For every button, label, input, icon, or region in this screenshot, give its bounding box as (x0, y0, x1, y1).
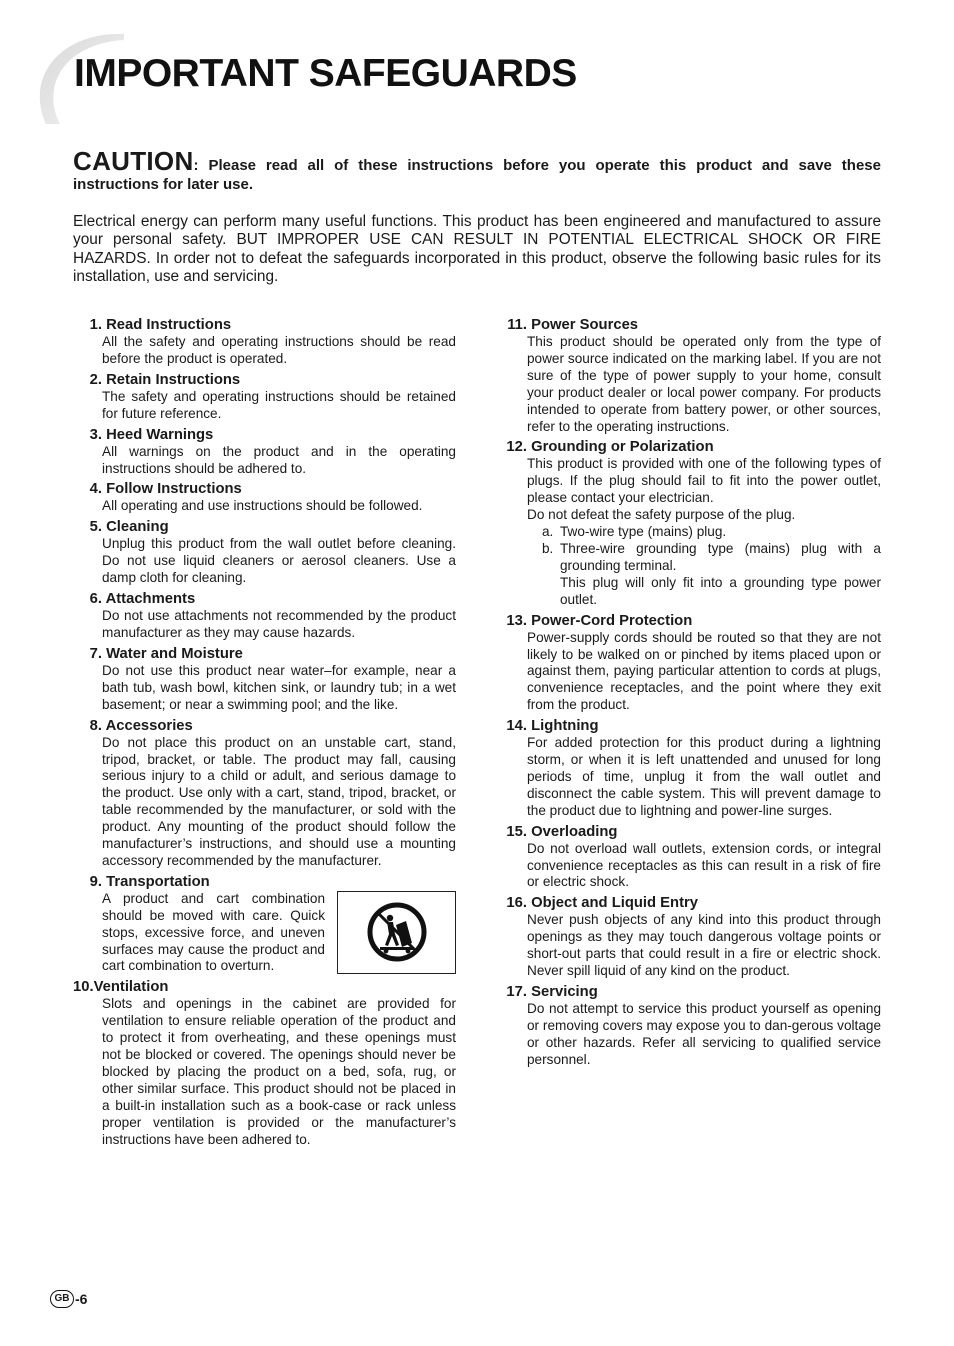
safeguard-item-ventilation (73, 978, 456, 1148)
item-heading: 12. Grounding or Polarization (506, 439, 714, 456)
safeguard-item (499, 612, 881, 715)
safeguard-item (73, 645, 456, 714)
safeguard-item (73, 480, 456, 515)
item-heading: 10.Ventilation (73, 979, 169, 996)
cart-tip-over-warning-icon (337, 891, 456, 974)
page-number: -6 (75, 1291, 88, 1307)
gb-region-badge: GB (50, 1290, 74, 1308)
item-body: All warnings on the product and in the operating instructions should be adhered to. (102, 443, 456, 476)
item-heading: 6. Attachments (89, 591, 196, 608)
item-body: All operating and use instructions should be followed. (102, 498, 423, 514)
item-heading: 3. Heed Warnings (89, 426, 214, 443)
item-body: Do not use this product near water–for example, near a bath tub, wash bowl, kitchen sink, or laundry tub; in a wet basement; or near a swimming pool; and the like. (102, 662, 456, 712)
item-body: Slots and openings in the cabinet are provided for ventilation to ensure reliable operation of the product and to protect it from overheating, and these openings must not be blocked or covered. The openings should never be blocked by placing the product on a bed, sofa, rug, or other similar surface. This product should not be placed in a built-in installation such as a book-case or rack unless proper ventilation is provided or the manufacturer’s instructions have been adhered to. (102, 996, 456, 1147)
plug-type-list (527, 524, 881, 575)
item-heading: 13. Power-Cord Protection (506, 612, 693, 629)
safeguard-item-transportation (73, 873, 456, 976)
safeguard-item-grounding (499, 438, 881, 608)
item-heading: 1. Read Instructions (89, 317, 232, 333)
item-heading: 2. Retain Instructions (89, 371, 241, 388)
item-heading: 17. Servicing (506, 984, 598, 1000)
list-item: a. Two-wire type (mains) plug. (542, 524, 727, 540)
safeguard-item (499, 717, 881, 820)
safeguard-item (499, 983, 881, 1069)
item-heading: 14. Lightning (506, 718, 599, 735)
item-body: This product should be operated only from the type of power source indicated on the marking label. If you are not sure of the type of power supply to your home, consult your product dealer or local power company. For products intended to operate from battery power, or other sources, refer to the operating instructions. (527, 334, 881, 434)
item-heading: 9. Transportation (89, 873, 210, 890)
intro-paragraph: Electrical energy can perform many useful functions. This product has been engineered and manufactured to assure your personal safety. BUT IMPROPER USE CAN RESULT IN POTENTIAL ELECTRICAL SHOCK OR FIRE HAZARDS. In order not to defeat the safeguards incorporated in this product, observe the following basic rules for its installation, use and servicing. (73, 213, 881, 285)
safeguard-item (73, 518, 456, 587)
grounding-text: This product is provided with one of the following types of plugs. If the plug should fail to fit into the power outlet, please contact your electrician. (527, 456, 881, 506)
plug-note: This plug will only fit into a grounding type power outlet. (560, 574, 881, 607)
item-heading: 11. Power Sources (507, 317, 639, 333)
item-body: Do not overload wall outlets, extension cords, or integral convenience receptacles as this can result in a risk of fire or electric shock. (527, 840, 881, 890)
cart-tip-over-icon (366, 901, 428, 963)
item-body: For added protection for this product during a lightning storm, or when it is left unattended and unused for long periods of time, unplug it from the wall outlet and disconnect the cable system. This will prevent damage to the product due to lightning and power-line surges. (527, 735, 881, 818)
item-body: The safety and operating instructions should be retained for future reference. (102, 388, 456, 421)
safeguard-item-power-sources (499, 316, 881, 435)
item-body: Unplug this product from the wall outlet before cleaning. Do not use liquid cleaners or aerosol cleaners. Use a damp cloth for cleaning. (102, 536, 456, 586)
item-body: Do not attempt to service this product yourself as opening or removing covers may expose you to dan-gerous voltage or other hazards. Refer all servicing to qualified service personnel. (527, 1001, 881, 1067)
item-body: Do not place this product on an unstable cart, stand, tripod, bracket, or table. The product may fall, causing serious injury to a child or adult, and serious damage to the product. Use only with a cart, stand, tripod, bracket, or table recommended by the manufacturer, or sold with the product. Any mounting of the product should follow the manufacturer’s instructions, and should use a mounting accessory recommended by the manufacturer. (102, 734, 456, 868)
item-body: Do not use attachments not recommended by the product manufacturer as they may cause hazards. (102, 608, 456, 640)
item-heading: 7. Water and Moisture (89, 645, 243, 662)
right-column (499, 316, 881, 1072)
item-heading: 16. Object and Liquid Entry (506, 895, 699, 912)
transport-text: A product and cart combination should be moved with care. Quick stops, excessive force, and uneven surfaces may cause the product and cart combination to overturn. (102, 890, 325, 974)
item-heading: 5. Cleaning (89, 519, 169, 536)
grounding-note: Do not defeat the safety purpose of the plug. (527, 507, 796, 523)
item-body (102, 891, 456, 976)
item-body (527, 456, 881, 608)
caution-text: : Please read all of these instructions before you operate this product and save these instructions for later use. (73, 157, 881, 193)
safeguard-item (73, 590, 456, 642)
item-heading: 15. Overloading (506, 823, 618, 840)
list-item: b. Three-wire grounding type (mains) plug with a grounding terminal. (542, 540, 881, 573)
page-title: IMPORTANT SAFEGUARDS (74, 52, 577, 95)
item-body: Never push objects of any kind into this product through openings as they may touch dangerous voltage points or short-out parts that could result in a fire or electric shock. Never spill liquid of any kind on the product. (527, 912, 881, 979)
item-body: All the safety and operating instructions should be read before the product is operated. (102, 334, 456, 366)
caution-statement (73, 146, 881, 194)
caution-word: CAUTION (73, 146, 194, 176)
safeguard-item (73, 371, 456, 423)
safeguard-item (73, 717, 456, 870)
item-body: Power-supply cords should be routed so that they are not likely to be walked on or pinched by items placed upon or against them, paying particular attention to cords at plugs, convenience receptacles, and the point where they exit from the product. (527, 629, 881, 713)
safeguard-item (499, 823, 881, 892)
safeguard-item (73, 426, 456, 478)
item-heading: 8. Accessories (89, 717, 193, 734)
item-heading: 4. Follow Instructions (89, 481, 242, 498)
page-footer (50, 1290, 87, 1308)
left-column (73, 316, 456, 1152)
safeguard-item (499, 894, 881, 980)
safeguard-item (73, 316, 456, 368)
